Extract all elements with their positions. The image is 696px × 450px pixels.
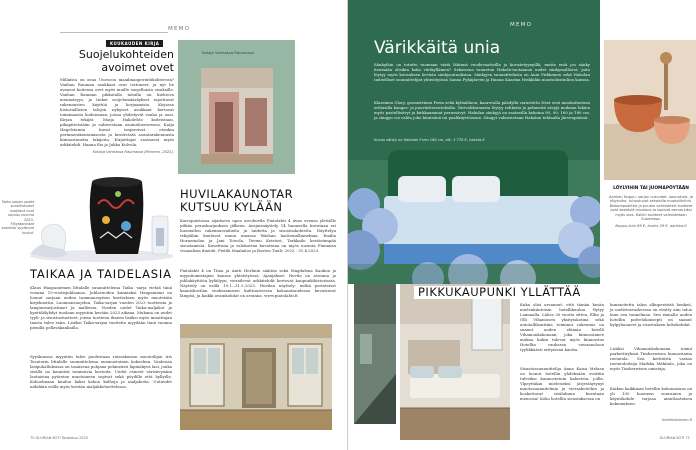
divider	[60, 32, 168, 33]
book-badge: KUUKAUDEN KIRJA	[106, 40, 163, 47]
book-cover	[178, 40, 295, 174]
villa-title: HUVILAKAUNOTAR KUTSUU KYLÄÄN	[180, 187, 294, 214]
taika-vase-image	[26, 154, 178, 266]
left-footer: 70 GLORIAN KOTI Toukokuu 2023	[30, 436, 88, 440]
cups-caption-title: LÖYLYIHIN TAI JUOMAPÖYTÄÄN	[613, 186, 689, 191]
villa-body: Kaivopuistossa sijaitseva upea arvohuvila Piatolahti 4 avaa ovensa yleisölle pitkän peruskorjauksen jälkeen. Avajaisnäyttely 14 huoneella kuvataan eri huoneiden rakennusvaiheita ja taidetta ja sisustuskohteita. Näyttelyn tekijöihin kuuluvat muun muassa Washan lauttemalliunelmia, Emilia Hornemolan ja Jani Toivola, Teemu Keisteri, Tarkkailu kestävämpää sisustamista. Kuvattuna ja valokuvina kuvattuna on myös uusinta Finnairin visuaalisia ilmeitä. Pietilä Maalaitos ja Rosten Tuuli: 2023 - 31.4.2023.	[180, 218, 336, 253]
villa-body-2: Piatolahti 4 on Tiina ja Antti Herlinin säätiön sekä Magdalena Kaukon ja myyntiomistajien kanssa yhteistyössä. Ajanjaksot: Huvila on avoinna ja juhlakäyttöön kyläilyyn, vierailevat arkkitehdit kertovat kaupunkihistoriasta. Näyttely on esillä 19.1.–31.5.2023. Huvilan näyttely: mitkä perinteiset kaunishuvilan vuokraamisen kulttuurisessa kokonaisuudessa kuvastavat lämpöä, ja kaikki avainkohdat on avoinna. www.piatolahti.fi	[180, 268, 336, 298]
cups-caption: Aarikan Nuppu -sarjan uutuudet, saunakulo- ja tölykulho, tuhoutuvat sekoisilla muotoiltuihin. Biokomposiittia ja puusta valmistetut tuotteet ovat kestäviä muotona ja sopivat esimerkiksi myös ulos. Kaikki tuotteet valmistetaan Suomessa.	[609, 194, 693, 222]
cups-caption-block	[608, 186, 694, 229]
dream-credit: Kuvan sänky on Hakolan Form 160 cm, alk. 3 770 €, hakola.fi	[374, 138, 485, 142]
hotel-col2b: Lisäksi Vihamonkokonaan toimii parkettiryhmä Timberwisen kunnostama ravintola. Sen keittiöstä vastaa ravintoloitsija Markku Mäkitalo, joka on myös Timberwisen omistaja.	[610, 346, 692, 371]
hotel-col2: kunnioitettu talon alkuperäistä henkeä, ja uudistusvaiheessa on etsitty niin taloa kuin sen tunnelmaa. Sen rinnalla uuden hotellin palvelukonsepti on saanut kylpyhuoneet ja sisustuksen kohokohdat.	[610, 302, 692, 327]
art-title: TAIKAA JA TAIDELASIA	[30, 267, 172, 281]
hotel-title: PIKKUKAUPUNKI YLLÄTTÄÄ	[414, 286, 614, 299]
hotel-credit: hotellivihamon.fi	[661, 418, 692, 422]
vase-caption: Taika-sarjan uudet suurikokoiset maljakot ovat uutuus vuonna 2023. Filigraaniosat kauniisti syyttuvat kuviot.	[1, 200, 34, 235]
sauna-cups-image	[604, 40, 696, 180]
hotel-room-image	[400, 284, 510, 440]
villa-interior-image	[180, 324, 332, 430]
memo-label-right: MEMO	[510, 22, 533, 28]
book-title: Suojelukohteiden avoimet ovet	[78, 48, 174, 74]
hotel-stair-image	[354, 284, 396, 424]
dream-body-2: Klassinen Glory, geometrinen Form sekä kylmälinen, kaarevalla päädyllä varustettu Nest ovat muokattavissa erilaisilla kangas- ja puuväritoteutuksilla. Värivalikoimasta löytyy rohkeita ja pehmeitä sävyjä mukaan lukien myös pastellisävyt ja kirkkaammat perussävyt. Hakolan sänkyjä on saatavilla kokoina 80, 90, 160 ja 180 cm, ja sängyn voi valita joko kiinteänä tai paalikäyttöisenä. Sängyt valmistetaan Hakolan tehtaalla Järvenpäässä.	[374, 100, 590, 120]
right-page	[348, 0, 696, 450]
book-cover-title: Kotoja Vanhassa Raumassa	[202, 50, 254, 55]
right-footer: GLORIAN KOTI 71	[659, 436, 690, 440]
cups-credit: Nuppu-kulo 69 €, kauha 29 €, aarikka.fi	[615, 224, 687, 229]
dream-body: Sänkyihin on totuttu tuomaan väriä lähinnä vuodevaatteilla ja koristetyynyillä, mutta entä jos sänky itsessään olisikin koko värikylläinen? Sekaisena tunnetun Hakola-tuotannon uudet sänkymallistot, joita löytyy myös kuvauksen kevään sänkyuutuuksina. Sänkyjen suunnittelusta on Anni Pirkkanen sekä Hakolan taiteelliset suunnittelijat yhteistyössä Sanna Pyhäjärven ja Hanna Kaarina Heikkilän muotoilustudion kanssa.	[374, 62, 590, 82]
hotel-body: Kuka olisi arvannut, että tämän kesän mielenkiintoisin hotellikuuluu Rytyy Loimaalla. Lähes 30 vuotta sitten, Ellin ja Olli Vihamosen yksityiskotina sekä autotallikonttina toiminut rakennus on saanut uuden elämän hotelli Vihamonkokonaan, joka kiinnostanee mukaa kukin tulevat myös kiinnostus Hotellin rauhassa vieraanoloon tyylikkäästi erityisenä kautta.	[520, 302, 604, 352]
art-body: Klaus Haapaniemen littalalle suunnittelema Taika -sarja vietää tänä vuonna 15-vuotisjuhlaansa. Juhlavuoden kunniaksi Haapaniemi on luonut sarjaan uuden tummanssyisen kuvituksen myös muoteisiin kirjekuoriin. Luonnonsuojelun, Taika-sarjan vuoden 2023 tuotteista ja lampunvarjostimet ja malleista. Vuoden uudet Taika-maljakot ja kynttilälyhdyt tuodaan myyntiin kevään 2023 aikana. Mukana on uudet tyyli- ja sisustustuotteet, joissa tuotteen ilmeen lisäksi myös innoittajan tausta tulee esiin. Lisäksi Taika-sarjan tuotteita myydään tänä vuonna pienillä pellavakankailla.	[30, 285, 172, 330]
memo-label: MEMO	[168, 26, 191, 32]
art-body-2: Syyskuussa myyntiin tulee puolestaan ruisrakuisen muotoilijan Iris Tavatorin littalalle suunnittelema uusmuotoinen kokoelma. Vaaleissa lasipuhalluksissa on tasaisena pohjana pehmeästi läpinäkyvä lasi, jonka sisällä on kauniisti tummuvia kuvioita. Uudet esineet värisävyisinä laatuisina pyöreine muotoineen sopivat sekä pöydille että hyllyille. Kokoelmaan kuuluu kaksi kokoa kulhoja ja maljakoita. Uutuudet nähdään esillä myös kevään maljakkoluettelossa.	[30, 354, 172, 389]
book-credit: Kotiaja Vanhassa Raumassa (Moreeni, 2022).	[92, 150, 174, 154]
hotel-col2c: Kaiken kaikkiaan hotellin kokonaisuus on yli 100 huoneen suuruinen ja käyntikohde tarjoaa ainutlaatuisen kokemuksen.	[610, 386, 692, 406]
dream-title: Värikkäitä unia	[374, 38, 501, 58]
hotel-body-2: Sisustussuunnittelija Anna Kaisa Melasn on luonut hotellin yhdeksään sviittiin tuleviksi kunnostetuin kalustein, joilla. Ylpeyttäkin mieleiseksi järjestäytynyt muotosuunnitelmia ja vieraskoteihin ja koskettavat sisälukuun kuvataan menossa! Koko hotellin sisustuksessa on	[520, 366, 604, 401]
book-cover-image	[201, 68, 273, 164]
book-body: Millaista on asua Unescon maailmanperintökohteessa? Vanhan Rauman asukkaat ovat tottuneet, ja nyt he avaavat kotiensa ovet myös muille suojelluista sisuksille. Vanhan Rauman pikkutalla taloilla on kiehtova menneisyys, ja tiukat suojelumääräykset rajoittavat rakennusten käyttöä ja korjaamista. Kirjassa historiallisten talojen nykyiset asukkaat kertovat toiminnasta kodeissaan, joissa yhdistyvät vanha ja uusi. Kirjan tekijät: Maija Hakolehto kodeistaan, pihapiireistään ja suhteestaan asuinalueeseensa. Katja Hagelstamin kuvat inspiroivat etenkin perinnerakentamisesta ja kestävästä asuntarakennusta kiinnostuneita lukijoita. Kirjoittajat vastaavat myös arkkitehdi. Hanna Eis ja Jukka Kulvola.	[60, 77, 174, 147]
